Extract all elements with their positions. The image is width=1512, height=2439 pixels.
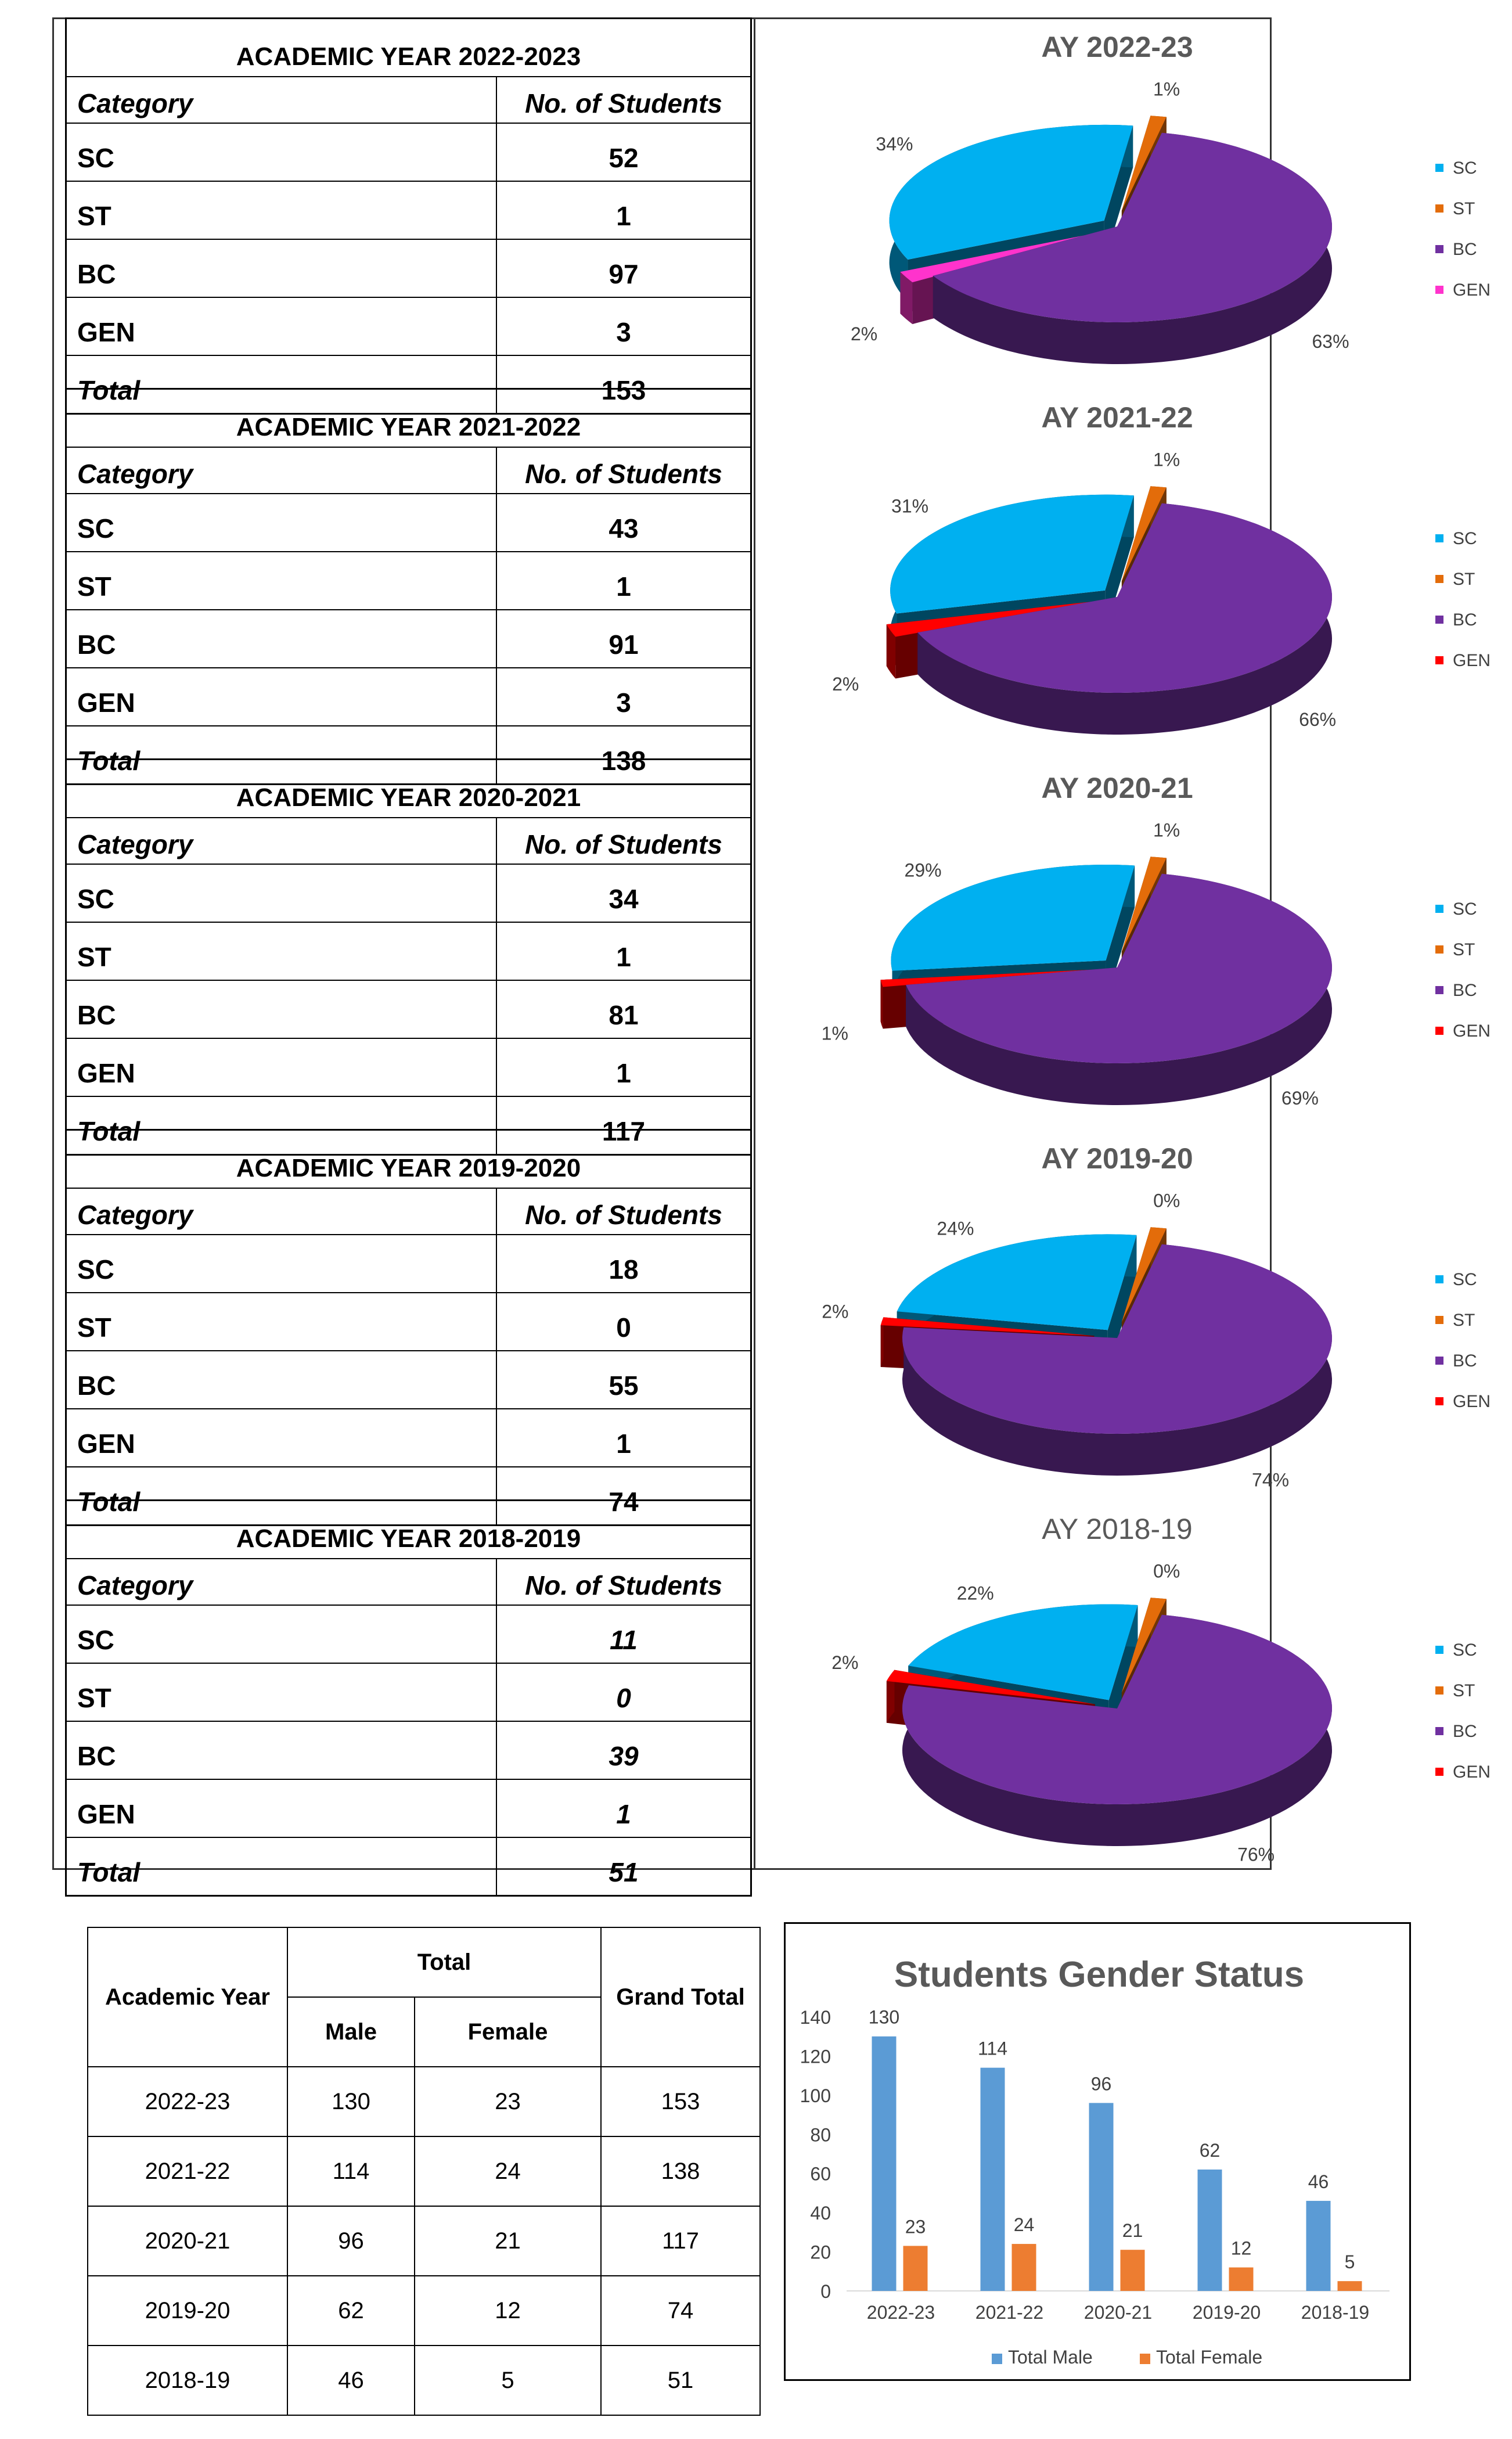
- category-count: 3: [496, 297, 751, 355]
- category-count: 1: [496, 1409, 751, 1467]
- legend-swatch: [1435, 1727, 1443, 1735]
- total-count: 74: [496, 1467, 751, 1526]
- legend-label: BC: [1453, 1722, 1477, 1741]
- category-count: 1: [496, 1038, 751, 1096]
- legend-swatch: [1140, 2354, 1150, 2364]
- col-category: Category: [66, 447, 497, 494]
- bar-data-label: 46: [1308, 2171, 1329, 2192]
- category-count: 1: [496, 552, 751, 610]
- category-label: ST: [66, 552, 497, 610]
- pie-chart: [757, 1499, 1512, 1870]
- year-row: [52, 1129, 1491, 1517]
- legend-swatch: [1435, 905, 1443, 913]
- row-male: 96: [287, 2206, 415, 2276]
- table-row: [88, 2206, 760, 2276]
- table-title: ACADEMIC YEAR 2021-2022: [66, 389, 751, 448]
- bar-data-label: 96: [1090, 2073, 1112, 2095]
- col-category: Category: [66, 1559, 497, 1605]
- legend-label: GEN: [1453, 280, 1491, 300]
- legend-swatch: [1435, 534, 1443, 542]
- legend-label: GEN: [1453, 1392, 1491, 1411]
- total-count: 117: [496, 1096, 751, 1155]
- legend-label: ST: [1453, 1681, 1475, 1700]
- gender-head-grand: Grand Total: [601, 1927, 760, 2067]
- category-table: [65, 388, 752, 785]
- row-female: 12: [415, 2276, 601, 2346]
- legend-swatch: [1435, 945, 1443, 954]
- category-count: 1: [496, 1779, 751, 1837]
- total-label: Total: [66, 1096, 497, 1155]
- category-count: 34: [496, 864, 751, 922]
- gender-head-year: Academic Year: [88, 1927, 287, 2067]
- legend-label: BC: [1453, 981, 1477, 1000]
- y-tick-label: 120: [800, 2046, 831, 2067]
- legend-label: ST: [1453, 940, 1475, 959]
- legend-label: BC: [1453, 1351, 1477, 1370]
- pie-data-label: 1%: [821, 1023, 848, 1044]
- category-count: 0: [496, 1663, 751, 1721]
- gender-bar-svg: [786, 1924, 1413, 2383]
- y-tick-label: 60: [810, 2163, 831, 2185]
- y-tick-label: 100: [800, 2085, 831, 2106]
- pie-data-label: 29%: [904, 859, 942, 881]
- row-total: 51: [601, 2346, 760, 2415]
- legend-swatch: [1435, 1397, 1443, 1405]
- year-row: [52, 388, 1491, 776]
- col-students: No. of Students: [496, 447, 751, 494]
- category-label: BC: [66, 1721, 497, 1779]
- pie-title: AY 2018-19: [1042, 1513, 1193, 1545]
- row-year: 2022-23: [88, 2067, 287, 2136]
- category-label: BC: [66, 980, 497, 1038]
- x-tick-label: 2022-23: [866, 2302, 935, 2323]
- legend-swatch: [1435, 986, 1443, 994]
- pie-svg: [757, 388, 1512, 758]
- pie-data-label: 2%: [832, 674, 859, 695]
- pie-data-label: 1%: [1153, 78, 1180, 100]
- category-label: GEN: [66, 297, 497, 355]
- y-tick-label: 0: [820, 2281, 831, 2302]
- legend-label: SC: [1453, 1270, 1477, 1289]
- row-total: 117: [601, 2206, 760, 2276]
- bar-male: [872, 2037, 897, 2291]
- legend-label: BC: [1453, 240, 1477, 259]
- category-count: 11: [496, 1605, 751, 1663]
- category-label: ST: [66, 181, 497, 239]
- y-tick-label: 20: [810, 2242, 831, 2263]
- pie-data-label: 69%: [1281, 1088, 1319, 1109]
- gender-table: [87, 1927, 761, 2416]
- category-label: BC: [66, 610, 497, 668]
- category-table: [65, 1129, 752, 1526]
- row-female: 24: [415, 2136, 601, 2206]
- pie-data-label: 74%: [1252, 1469, 1290, 1491]
- bar-data-label: 12: [1230, 2237, 1252, 2259]
- pie-data-label: 31%: [891, 495, 929, 517]
- category-label: GEN: [66, 1409, 497, 1467]
- x-tick-label: 2018-19: [1301, 2302, 1370, 2323]
- col-students: No. of Students: [496, 1559, 751, 1605]
- legend-swatch: [1435, 286, 1443, 294]
- legend-label: SC: [1453, 529, 1477, 548]
- category-count: 0: [496, 1293, 751, 1351]
- pie-data-label: 2%: [822, 1301, 849, 1322]
- row-year: 2021-22: [88, 2136, 287, 2206]
- row-total: 153: [601, 2067, 760, 2136]
- table-title: ACADEMIC YEAR 2022-2023: [66, 19, 751, 77]
- bar-male: [981, 2068, 1005, 2291]
- bar-female: [1338, 2281, 1362, 2291]
- total-label: Total: [66, 355, 497, 414]
- legend-label: SC: [1453, 900, 1477, 919]
- legend-swatch: [1435, 1027, 1443, 1035]
- pie-title: AY 2021-22: [1041, 401, 1193, 434]
- table-row: [88, 2067, 760, 2136]
- table-row: [88, 2276, 760, 2346]
- legend-label: GEN: [1453, 1021, 1491, 1041]
- category-label: ST: [66, 1293, 497, 1351]
- bar-data-label: 62: [1199, 2139, 1221, 2161]
- category-label: GEN: [66, 1038, 497, 1096]
- bar-data-label: 114: [977, 2038, 1008, 2059]
- pie-title: AY 2019-20: [1041, 1142, 1193, 1175]
- legend-swatch: [1435, 245, 1443, 253]
- col-category: Category: [66, 818, 497, 864]
- row-year: 2018-19: [88, 2346, 287, 2415]
- category-label: SC: [66, 864, 497, 922]
- category-table: [65, 1499, 752, 1897]
- table-row: [88, 2136, 760, 2206]
- bar-male: [1198, 2170, 1222, 2291]
- pie-data-label: 0%: [1153, 1190, 1180, 1211]
- bar-male: [1089, 2103, 1114, 2291]
- pie-slice-rim: [881, 980, 883, 1028]
- table-title: ACADEMIC YEAR 2018-2019: [66, 1501, 751, 1559]
- legend-swatch: [1435, 616, 1443, 624]
- category-count: 52: [496, 123, 751, 181]
- bar-data-label: 23: [905, 2216, 926, 2237]
- row-female: 23: [415, 2067, 601, 2136]
- category-label: GEN: [66, 668, 497, 726]
- category-count: 1: [496, 922, 751, 980]
- category-label: SC: [66, 123, 497, 181]
- bar-female: [1229, 2268, 1254, 2291]
- legend-swatch: [1435, 1646, 1443, 1654]
- table-title: ACADEMIC YEAR 2019-2020: [66, 1130, 751, 1189]
- x-tick-label: 2019-20: [1192, 2302, 1261, 2323]
- legend-swatch: [1435, 1316, 1443, 1324]
- legend-label: ST: [1453, 570, 1475, 589]
- legend-label: Total Male: [1008, 2347, 1093, 2368]
- legend-swatch: [1435, 1357, 1443, 1365]
- row-year: 2020-21: [88, 2206, 287, 2276]
- pie-title: AY 2022-23: [1041, 31, 1193, 63]
- row-female: 5: [415, 2346, 601, 2415]
- pie-data-label: 22%: [956, 1582, 994, 1604]
- category-label: SC: [66, 494, 497, 552]
- pie-data-label: 63%: [1312, 330, 1349, 352]
- gender-bar-chart: [784, 1922, 1411, 2381]
- category-count: 91: [496, 610, 751, 668]
- legend-label: BC: [1453, 610, 1477, 629]
- gender-head-male: Male: [287, 1997, 415, 2067]
- category-label: ST: [66, 1663, 497, 1721]
- total-count: 138: [496, 726, 751, 785]
- pie-svg: [757, 17, 1512, 388]
- category-label: BC: [66, 239, 497, 297]
- pie-data-label: 2%: [831, 1652, 859, 1674]
- bar-female: [1012, 2244, 1036, 2291]
- row-total: 138: [601, 2136, 760, 2206]
- row-male: 62: [287, 2276, 415, 2346]
- y-tick-label: 140: [800, 2007, 831, 2028]
- legend-swatch: [1435, 1275, 1443, 1283]
- legend-label: GEN: [1453, 1762, 1491, 1782]
- col-category: Category: [66, 1188, 497, 1235]
- year-row: [52, 17, 1491, 405]
- category-count: 3: [496, 668, 751, 726]
- gender-head-female: Female: [415, 1997, 601, 2067]
- total-count: 153: [496, 355, 751, 414]
- category-count: 43: [496, 494, 751, 552]
- table-row: [88, 2346, 760, 2415]
- bar-data-label: 5: [1344, 2251, 1355, 2273]
- pie-chart: [757, 758, 1512, 1129]
- category-count: 97: [496, 239, 751, 297]
- bar-data-label: 130: [868, 2006, 900, 2028]
- category-label: SC: [66, 1235, 497, 1293]
- pie-chart: [757, 17, 1512, 388]
- row-female: 21: [415, 2206, 601, 2276]
- y-tick-label: 40: [810, 2203, 831, 2224]
- pie-data-label: 2%: [850, 323, 878, 345]
- pie-data-label: 76%: [1237, 1844, 1275, 1865]
- table-title: ACADEMIC YEAR 2020-2021: [66, 760, 751, 818]
- pie-svg: [757, 758, 1512, 1129]
- total-label: Total: [66, 1837, 497, 1896]
- pie-title: AY 2020-21: [1041, 772, 1193, 804]
- category-count: 55: [496, 1351, 751, 1409]
- row-male: 46: [287, 2346, 415, 2415]
- col-students: No. of Students: [496, 1188, 751, 1235]
- pie-data-label: 66%: [1299, 708, 1337, 730]
- pie-data-label: 1%: [1153, 449, 1180, 470]
- gender-head-total: Total: [287, 1927, 601, 1997]
- legend-swatch: [1435, 204, 1443, 213]
- legend-swatch: [992, 2354, 1002, 2364]
- pie-data-label: 24%: [937, 1218, 974, 1239]
- category-label: BC: [66, 1351, 497, 1409]
- pie-data-label: 0%: [1153, 1560, 1180, 1582]
- category-label: SC: [66, 1605, 497, 1663]
- year-row: [52, 758, 1491, 1146]
- bar-data-label: 24: [1013, 2214, 1035, 2236]
- x-tick-label: 2021-22: [975, 2302, 1044, 2323]
- pie-data-label: 1%: [1153, 819, 1180, 841]
- category-table: [65, 17, 752, 415]
- total-label: Total: [66, 1467, 497, 1526]
- bar-female: [903, 2246, 928, 2291]
- category-label: ST: [66, 922, 497, 980]
- col-category: Category: [66, 77, 497, 123]
- legend-swatch: [1435, 1768, 1443, 1776]
- pie-svg: [757, 1499, 1512, 1870]
- bar-data-label: 21: [1122, 2220, 1143, 2242]
- bar-female: [1121, 2250, 1145, 2291]
- category-count: 1: [496, 181, 751, 239]
- col-students: No. of Students: [496, 818, 751, 864]
- total-count: 51: [496, 1837, 751, 1896]
- row-total: 74: [601, 2276, 760, 2346]
- legend-swatch: [1435, 656, 1443, 664]
- legend-swatch: [1435, 1686, 1443, 1695]
- col-students: No. of Students: [496, 77, 751, 123]
- legend-label: SC: [1453, 159, 1477, 178]
- pie-chart: [757, 388, 1512, 758]
- pie-chart: [757, 1129, 1512, 1499]
- y-tick-label: 80: [810, 2124, 831, 2146]
- category-table: [65, 758, 752, 1156]
- bar-male: [1306, 2201, 1331, 2291]
- bar-chart-title: Students Gender Status: [894, 1955, 1305, 1995]
- category-label: GEN: [66, 1779, 497, 1837]
- x-tick-label: 2020-21: [1083, 2302, 1153, 2323]
- row-male: 130: [287, 2067, 415, 2136]
- legend-swatch: [1435, 164, 1443, 172]
- pie-data-label: 34%: [876, 134, 913, 155]
- total-label: Total: [66, 726, 497, 785]
- category-count: 39: [496, 1721, 751, 1779]
- year-row: [52, 1499, 1491, 1887]
- legend-label: Total Female: [1156, 2347, 1263, 2368]
- category-count: 81: [496, 980, 751, 1038]
- legend-label: ST: [1453, 199, 1475, 218]
- pie-svg: [757, 1129, 1512, 1499]
- legend-label: ST: [1453, 1311, 1475, 1330]
- legend-swatch: [1435, 575, 1443, 583]
- legend-label: GEN: [1453, 651, 1491, 670]
- legend-label: SC: [1453, 1641, 1477, 1660]
- row-year: 2019-20: [88, 2276, 287, 2346]
- category-count: 18: [496, 1235, 751, 1293]
- row-male: 114: [287, 2136, 415, 2206]
